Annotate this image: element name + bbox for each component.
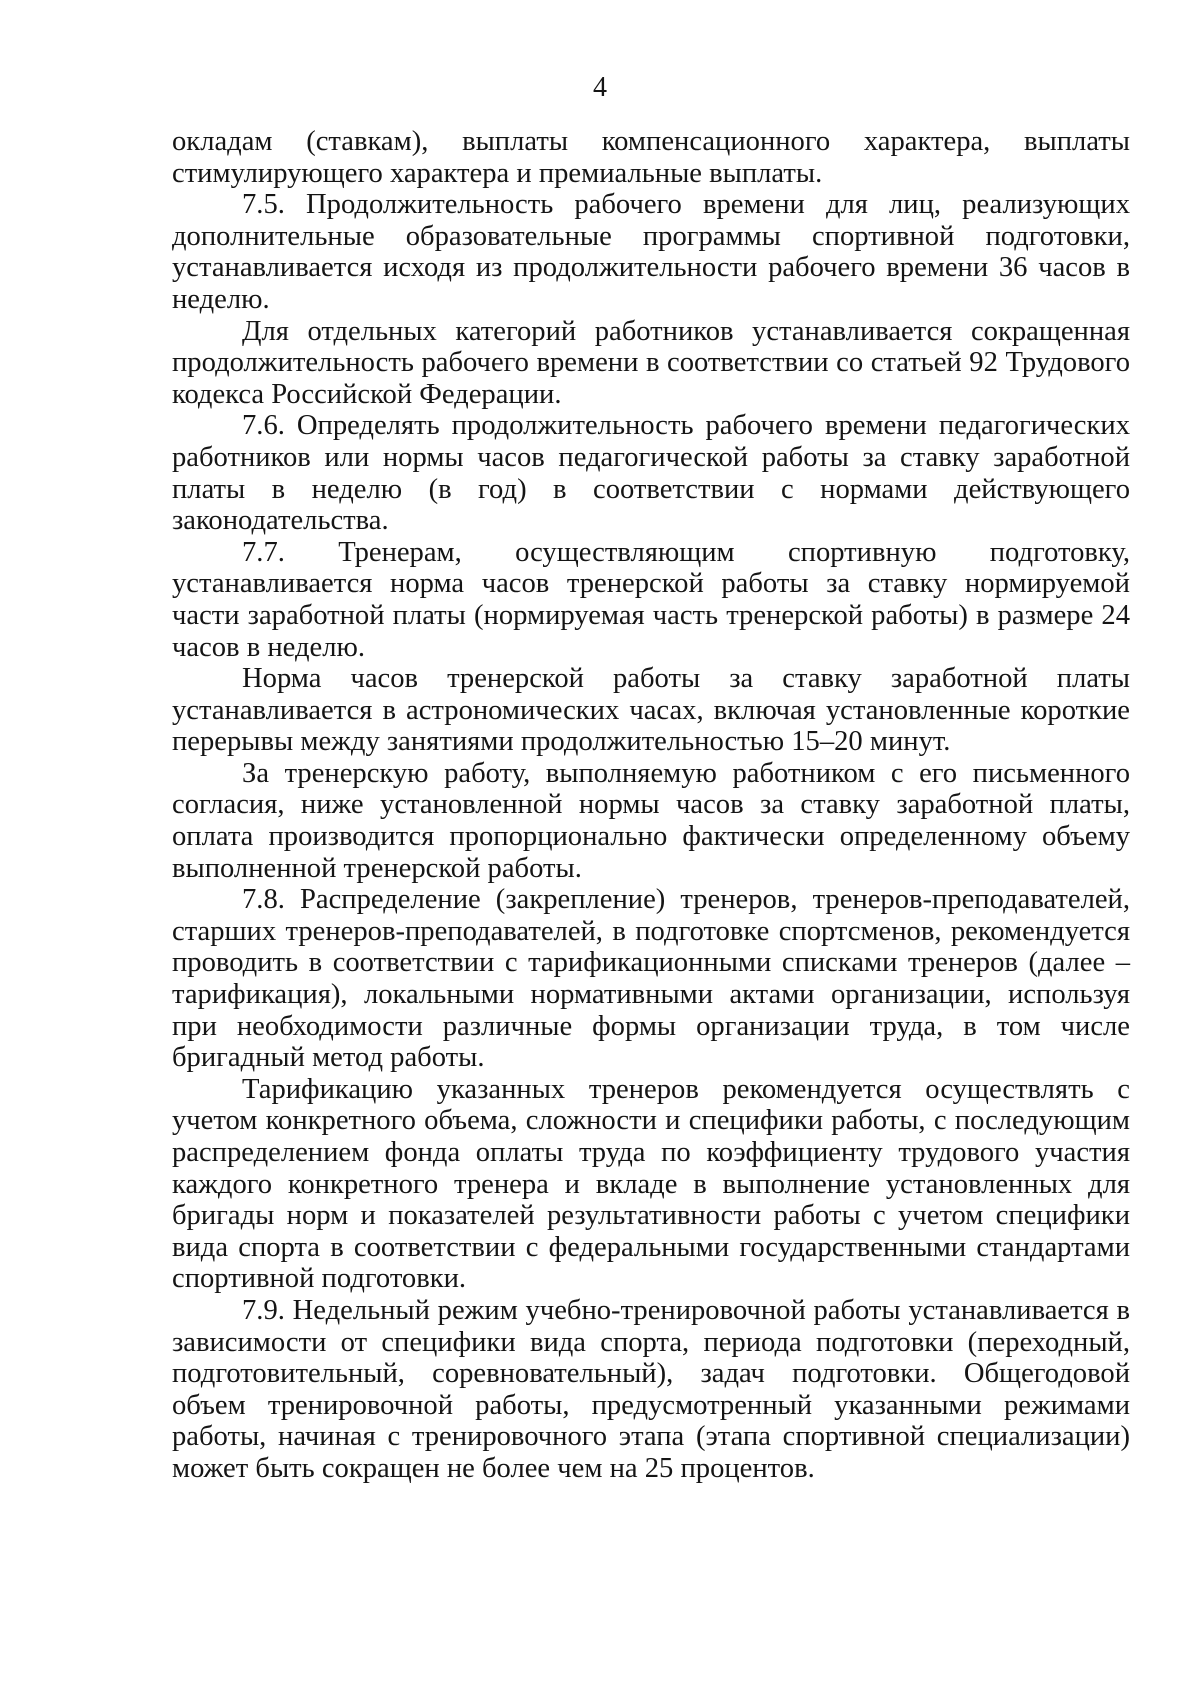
- paragraph-7-6: 7.6. Определять продолжительность рабочего времени педагогических работников или нормы часов педагогической работы за ставку заработной платы в неделю (в год) в соответствии с нормами действующего законодательства.: [172, 410, 1130, 537]
- paragraph-payment-below-norm: За тренерскую работу, выполняемую работником с его письменного согласия, ниже установленной нормы часов за ставку заработной платы, оплата производится пропорционально фактически определенному объему выполненной тренерской работы.: [172, 757, 1130, 884]
- paragraph-training-hours-norm: Норма часов тренерской работы за ставку заработной платы устанавливается в астрономических часах, включая установленные короткие перерывы между занятиями продолжительностью 15–20 минут.: [172, 663, 1130, 758]
- paragraph-continuation: окладам (ставкам), выплаты компенсационного характера, выплаты стимулирующего характера и премиальные выплаты.: [172, 126, 1130, 189]
- paragraph-reduced-hours: Для отдельных категорий работников устанавливается сокращенная продолжительность рабочего времени в соответствии со статьей 92 Трудового кодекса Российской Федерации.: [172, 315, 1130, 410]
- paragraph-7-9: 7.9. Недельный режим учебно-тренировочной работы устанавливается в зависимости от специфики вида спорта, периода подготовки (переходный, подготовительный, соревновательный), задач подготовки. Общегодовой объем тренировочной работы, предусмотренный указанными режимами работы, начиная с тренировочного этапа (этапа спортивной специализации) может быть сокращен не более чем на 25 процентов.: [172, 1294, 1130, 1484]
- paragraph-7-8: 7.8. Распределение (закрепление) тренеров, тренеров-преподавателей, старших тренеров-преподавателей, в подготовке спортсменов, рекомендуется проводить в соответствии с тарификационными списками тренеров (далее – тарификация), локальными нормативными актами организации, используя при необходимости различные формы организации труда, в том числе бригадный метод работы.: [172, 884, 1130, 1074]
- paragraph-7-5: 7.5. Продолжительность рабочего времени для лиц, реализующих дополнительные образовательные программы спортивной подготовки, устанавливается исходя из продолжительности рабочего времени 36 часов в неделю.: [172, 189, 1130, 315]
- paragraph-tariffication: Тарификацию указанных тренеров рекомендуется осуществлять с учетом конкретного объема, сложности и специфики работы, с последующим распределением фонда оплаты труда по коэффициенту трудового участия каждого конкретного тренера и вкладе в выполнение установленных для бригады норм и показателей результативности работы с учетом специфики вида спорта в соответствии с федеральными государственными стандартами спортивной подготовки.: [172, 1073, 1130, 1295]
- document-body: [172, 126, 1130, 1485]
- page-number: 4: [593, 72, 607, 103]
- paragraph-7-7: 7.7. Тренерам, осуществляющим спортивную подготовку, устанавливается норма часов тренерской работы за ставку нормируемой части заработной платы (нормируемая часть тренерской работы) в размере 24 часов в неделю.: [172, 536, 1130, 663]
